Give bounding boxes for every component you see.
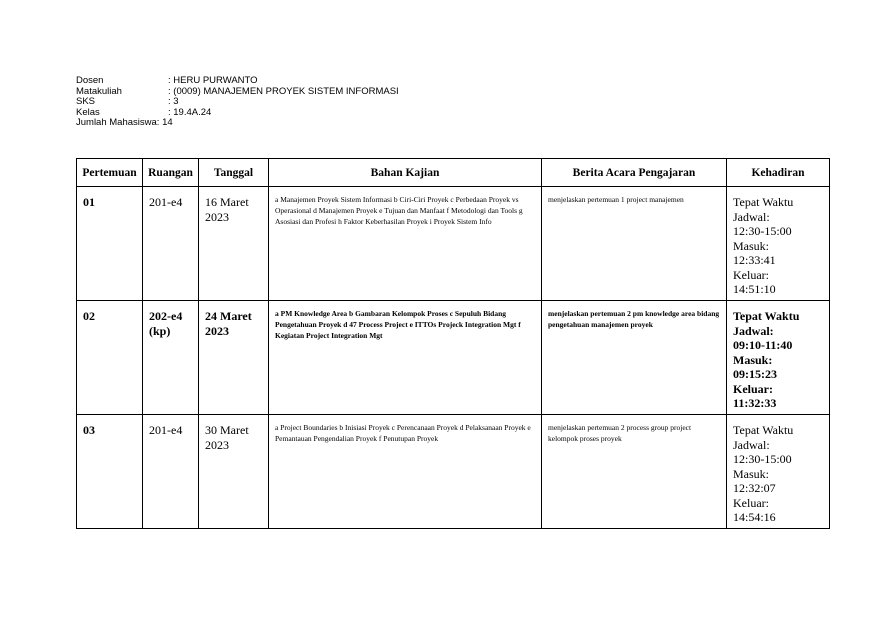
info-label: Kelas xyxy=(76,106,100,118)
info-row-matakuliah xyxy=(76,87,399,98)
info-row-sks xyxy=(76,97,399,108)
kehadiran-jadwal-value: 09:10-11:40 xyxy=(733,338,793,352)
cell-ruangan: 201-e4 xyxy=(143,187,199,301)
kehadiran-jadwal-label: Jadwal: xyxy=(733,209,770,224)
info-value: : HERU PURWANTO xyxy=(168,75,258,86)
cell-tanggal: 16 Maret 2023 xyxy=(199,187,269,301)
kehadiran-masuk-value: 09:15:23 xyxy=(733,367,777,381)
header-kehadiran: Kehadiran xyxy=(727,159,830,187)
cell-berita-acara: menjelaskan pertemuan 2 process group project kelompok proses proyek xyxy=(542,415,727,529)
info-label: Dosen xyxy=(76,75,104,86)
header-tanggal: Tanggal xyxy=(199,159,269,187)
header-bahan-kajian: Bahan Kajian xyxy=(269,159,542,187)
info-value: : 14 xyxy=(156,117,173,128)
kehadiran-keluar-label: Keluar: xyxy=(733,381,773,396)
cell-berita-acara: menjelaskan pertemuan 1 project manajemen xyxy=(542,187,727,301)
kehadiran-masuk-label: Masuk: xyxy=(733,466,769,481)
header-berita-acara: Berita Acara Pengajaran xyxy=(542,159,727,187)
cell-berita-acara: menjelaskan pertemuan 2 pm knowledge area bidang pengetahuan manajemen proyek xyxy=(542,301,727,415)
cell-ruangan: 201-e4 xyxy=(143,415,199,529)
info-value: : (0009) MANAJEMEN PROYEK SISTEM INFORMASI xyxy=(168,85,399,97)
kehadiran-status: Tepat Waktu xyxy=(733,309,800,323)
kehadiran-jadwal-label: Jadwal: xyxy=(733,323,774,338)
kehadiran-keluar-value: 14:54:16 xyxy=(733,510,776,524)
cell-ruangan: 202-e4 (kp) xyxy=(143,301,199,415)
info-row-jumlah-mahasiswa xyxy=(76,118,399,129)
cell-bahan-kajian: a Manajemen Proyek Sistem Informasi b Ciri-Ciri Proyek c Perbedaan Proyek vs Operasional d Manajemen Proyek e Tujuan dan Manfaat f Metodologi dan Tools g Asosiasi dan Profesi h Faktor Keberhasilan Proyek i Proyek Sistem Info xyxy=(269,187,542,301)
table-header-row xyxy=(77,159,830,187)
info-label: SKS xyxy=(76,96,96,107)
cell-pertemuan: 02 xyxy=(77,301,143,415)
cell-kehadiran xyxy=(727,187,830,301)
kehadiran-jadwal-value: 12:30-15:00 xyxy=(733,224,792,238)
kehadiran-status: Tepat Waktu xyxy=(733,423,794,437)
kehadiran-jadwal-label: Jadwal: xyxy=(733,437,770,452)
kehadiran-keluar-value: 14:51:10 xyxy=(733,282,776,296)
kehadiran-masuk-label: Masuk: xyxy=(733,238,769,253)
cell-kehadiran xyxy=(727,301,830,415)
kehadiran-masuk-label: Masuk: xyxy=(733,352,773,367)
kehadiran-keluar-label: Keluar: xyxy=(733,495,769,510)
kehadiran-keluar-label: Keluar: xyxy=(733,267,769,282)
info-row-dosen xyxy=(76,76,399,87)
cell-tanggal: 30 Maret 2023 xyxy=(199,415,269,529)
cell-tanggal: 24 Maret 2023 xyxy=(199,301,269,415)
info-label: Matakuliah xyxy=(76,85,122,97)
kehadiran-keluar-value: 11:32:33 xyxy=(733,396,777,410)
info-value: : 19.4A.24 xyxy=(168,106,212,118)
header-pertemuan: Pertemuan xyxy=(77,159,143,187)
kehadiran-jadwal-value: 12:30-15:00 xyxy=(733,452,792,466)
course-info xyxy=(76,76,399,129)
cell-pertemuan: 03 xyxy=(77,415,143,529)
header-ruangan: Ruangan xyxy=(143,159,199,187)
info-label: Jumlah Mahasiswa xyxy=(76,117,157,128)
info-value: : 3 xyxy=(168,96,179,107)
kehadiran-status: Tepat Waktu xyxy=(733,195,794,209)
cell-kehadiran xyxy=(727,415,830,529)
kehadiran-masuk-value: 12:33:41 xyxy=(733,253,776,267)
kehadiran-masuk-value: 12:32:07 xyxy=(733,481,776,495)
cell-bahan-kajian: a Project Boundaries b Inisiasi Proyek c Perencanaan Proyek d Pelaksanaan Proyek e Pemantauan Pengendalian Proyek f Penutupan Proyek xyxy=(269,415,542,529)
cell-pertemuan: 01 xyxy=(77,187,143,301)
table-row xyxy=(77,415,830,529)
table-row xyxy=(77,187,830,301)
table-row xyxy=(77,301,830,415)
cell-bahan-kajian: a PM Knowledge Area b Gambaran Kelompok Proses c Sepuluh Bidang Pengetahuan Proyek d 47 Process Project e ITTOs Projeck Integration Mgt f Kegiatan Project Integration Mgt xyxy=(269,301,542,415)
teaching-journal-table xyxy=(76,158,830,529)
